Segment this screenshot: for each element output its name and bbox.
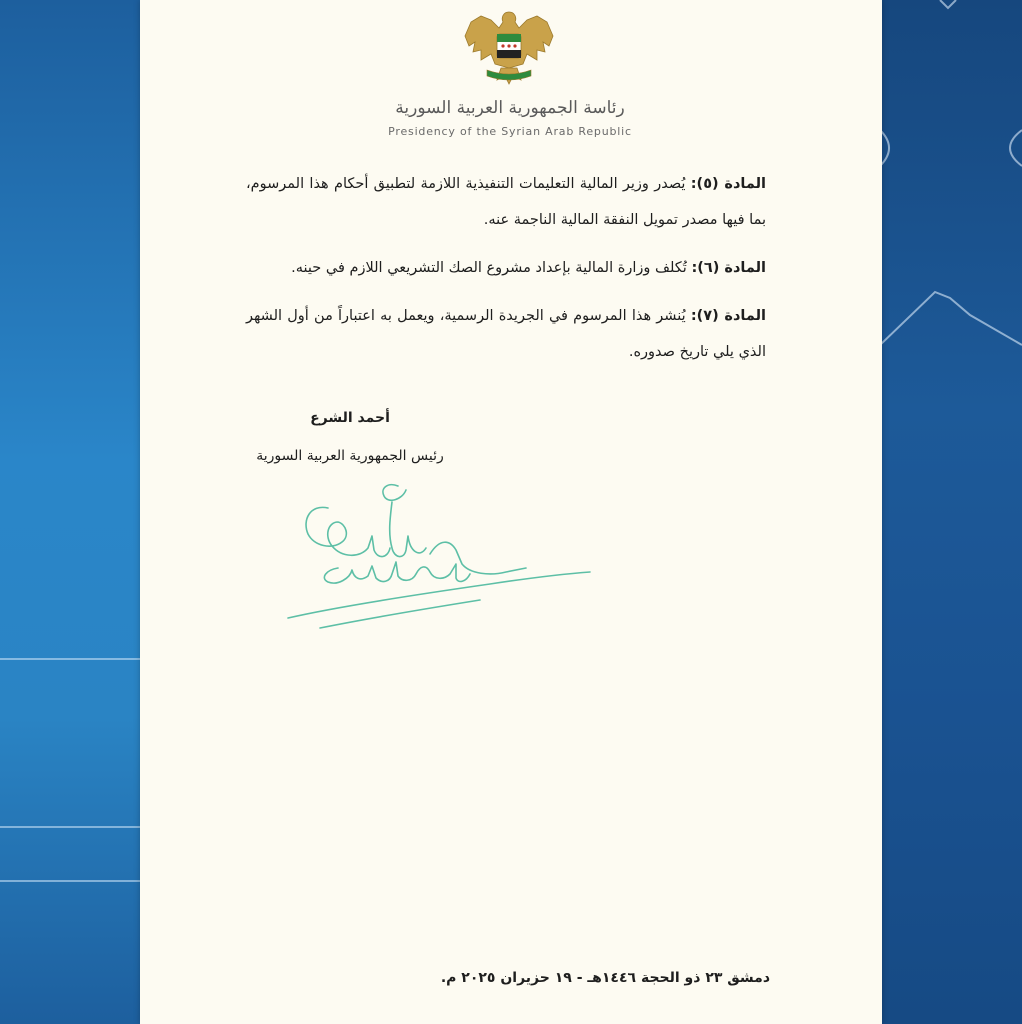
- article-7: [246, 298, 766, 370]
- article-text: يُنشر هذا المرسوم في الجريدة الرسمية، ويعمل به اعتباراً من أول الشهر الذي يلي تاريخ صدوره.: [246, 308, 766, 360]
- signatory-title: رئيس الجمهورية العربية السورية: [256, 448, 444, 464]
- article-text: يُصدر وزير المالية التعليمات التنفيذية اللازمة لتطبيق أحكام هذا المرسوم، بما فيها مصدر تمويل النفقة المالية الناجمة عنه.: [246, 176, 766, 228]
- background-stripe: [0, 658, 142, 660]
- article-6: [246, 250, 766, 286]
- background-stripe: [0, 826, 142, 828]
- letterhead-title-english: Presidency of the Syrian Arab Republic: [388, 125, 632, 138]
- signatory-name: أحمد الشرع: [310, 410, 390, 426]
- syrian-eagle-emblem-icon: [461, 6, 557, 88]
- decree-date: دمشق ٢٣ ذو الحجة ١٤٤٦هـ - ١٩ حزيران ٢٠٢٥ م.: [440, 970, 770, 986]
- article-5: [246, 166, 766, 238]
- article-label: المادة (٦):: [691, 260, 766, 276]
- article-label: المادة (٧):: [690, 308, 767, 324]
- handwritten-signature: [280, 478, 600, 638]
- background-ornament: [880, 0, 1022, 420]
- article-text: تُكلف وزارة المالية بإعداد مشروع الصك التشريعي اللازم في حينه.: [291, 260, 687, 276]
- background-stripe: [0, 880, 142, 882]
- article-label: المادة (٥):: [690, 176, 766, 192]
- decree-page: [140, 0, 882, 1024]
- decree-articles: [246, 166, 766, 382]
- letterhead-title-arabic: رئاسة الجمهورية العربية السورية: [395, 98, 625, 118]
